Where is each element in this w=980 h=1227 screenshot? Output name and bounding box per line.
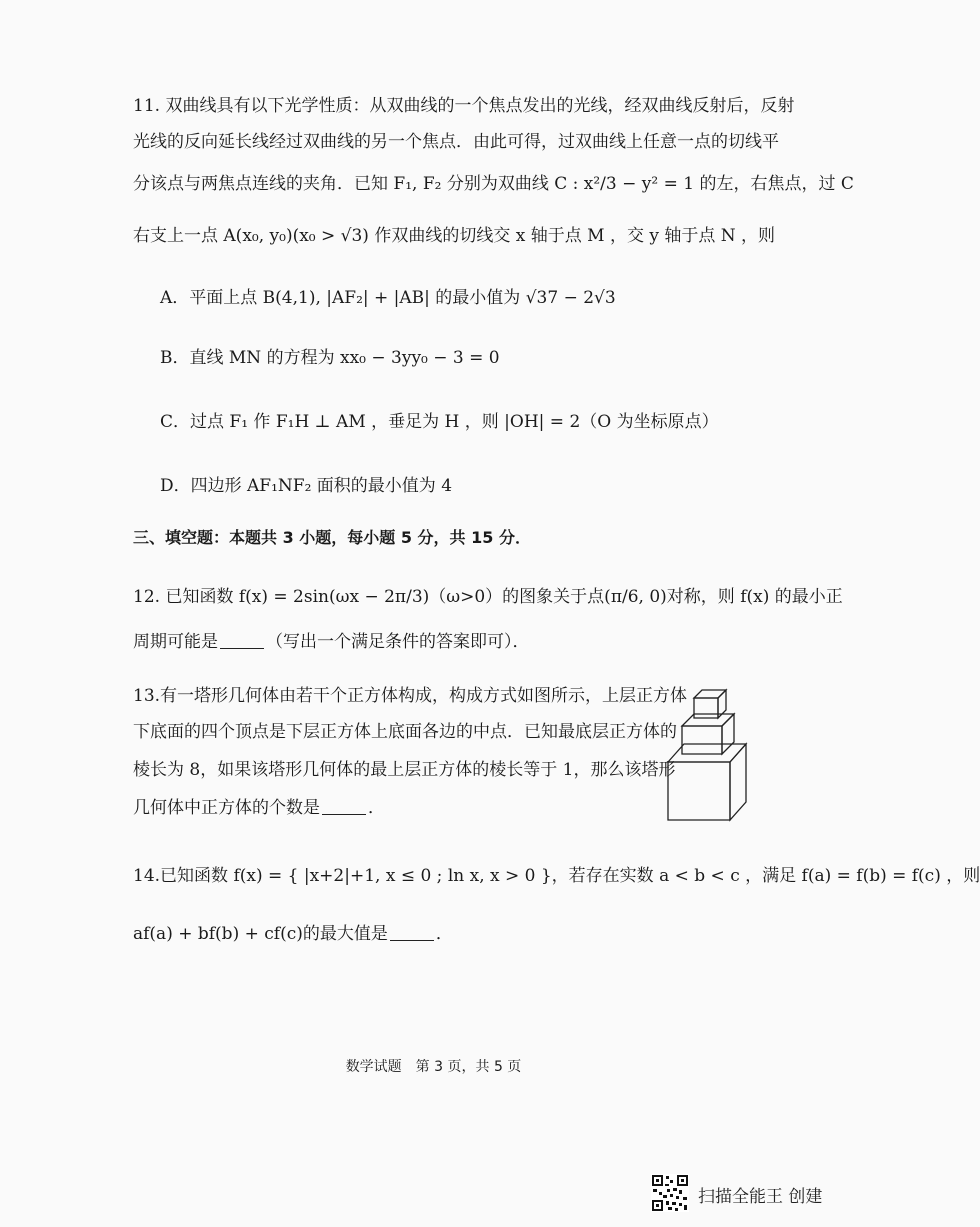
q13-line-3: 棱长为 8，如果该塔形几何体的最上层正方体的棱长等于 1，那么该塔形 (133, 760, 676, 780)
q13-answer-blank (322, 798, 366, 815)
page-footer: 数学试题 第 3 页，共 5 页 (345, 1059, 522, 1075)
q11-line-2: 光线的反向延长线经过双曲线的另一个焦点．由此可得，过双曲线上任意一点的切线平 (133, 132, 779, 152)
tower-cubes-figure (664, 686, 748, 822)
q11-line-1: 11. 双曲线具有以下光学性质：从双曲线的一个焦点发出的光线，经双曲线反射后，反射 (133, 96, 795, 116)
q14-answer-blank (390, 924, 434, 941)
q11-option-d: D．四边形 AF₁NF₂ 面积的最小值为 4 (160, 476, 453, 496)
q14-line-2 (133, 922, 807, 946)
q12-line-1: 12. 已知函数 f(x) = 2sin(ωx − 2π/3)（ω>0）的图象关于点(π/6, 0)对称，则 f(x) 的最小正 (133, 587, 843, 607)
q13-line-1: 13.有一塔形几何体由若干个正方体构成，构成方式如图所示，上层正方体 (133, 686, 688, 706)
q14-period: ． (435, 924, 453, 944)
q13-prompt: 几何体中正方体的个数是 (133, 798, 320, 818)
q14-line-1: 14.已知函数 f(x) = { |x+2|+1, x ≤ 0 ; ln x, x > 0 }，若存在实数 a < b < c ，满足 f(a) = f(b) = f(c) ，则 (133, 866, 980, 886)
q11-option-a: A．平面上点 B(4,1), |AF₂| + |AB| 的最小值为 √37 − 2√3 (160, 288, 616, 308)
q11-option-b: B．直线 MN 的方程为 xx₀ − 3yy₀ − 3 = 0 (160, 348, 500, 368)
q12-line-2 (133, 630, 807, 654)
q13-line-2: 下底面的四个顶点是下层正方体上底面各边的中点．已知最底层正方体的 (133, 722, 677, 742)
section-3-heading: 三、填空题：本题共 3 小题，每小题 5 分，共 15 分． (133, 528, 531, 547)
q11-option-c: C．过点 F₁ 作 F₁H ⊥ AM ，垂足为 H ，则 |OH| = 2（O 为坐标原点） (160, 412, 719, 432)
q11-line-4: 右支上一点 A(x₀, y₀)(x₀ > √3) 作双曲线的切线交 x 轴于点 M ，交 y 轴于点 N ，则 (133, 226, 776, 246)
q11-line-3: 分该点与两焦点连线的夹角．已知 F₁, F₂ 分别为双曲线 C : x²/3 − y² = 1 的左，右焦点，过 C (133, 174, 854, 194)
q12-answer-blank (220, 632, 264, 649)
qr-code-icon (651, 1174, 689, 1212)
q12-prompt: 周期可能是 (133, 632, 218, 652)
q14-prompt: af(a) + bf(b) + cf(c)的最大值是 (133, 924, 388, 944)
q13-period: ． (368, 798, 385, 818)
q12-hint: （写出一个满足条件的答案即可）． (266, 632, 530, 652)
scanner-watermark: 扫描全能王 创建 (698, 1187, 823, 1207)
